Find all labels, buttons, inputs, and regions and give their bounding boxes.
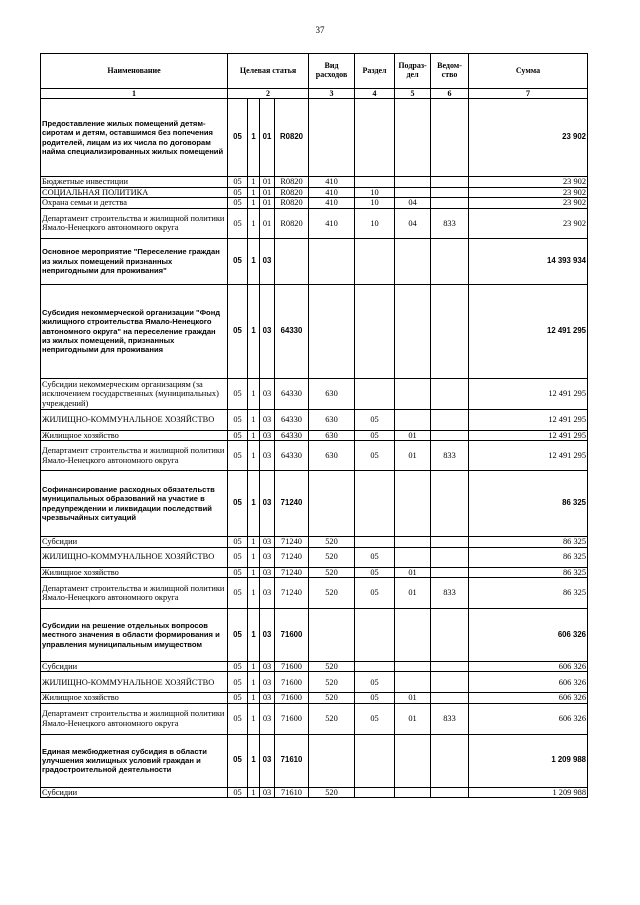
department-cell (431, 693, 469, 703)
column-number: 4 (355, 89, 395, 99)
expense-type-cell (309, 284, 355, 378)
target-article-part-1: 05 (228, 703, 248, 734)
subsection-cell (395, 547, 431, 567)
target-article-part-1: 05 (228, 609, 248, 662)
budget-table (40, 53, 588, 798)
row-name: Софинансирование расходных обязательств муниципальных образований на участие в предупреждении и ликвидации последствий чрезвычайных ситуаций (41, 471, 228, 537)
target-article-part-1: 05 (228, 198, 248, 208)
target-article-part-1: 05 (228, 734, 248, 787)
target-article-part-1: 05 (228, 430, 248, 440)
row-name: Жилищное хозяйство (41, 567, 228, 577)
target-article-part-3: 03 (260, 284, 275, 378)
table-row (41, 238, 588, 284)
target-article-part-2: 1 (248, 547, 260, 567)
column-number: 2 (228, 89, 309, 99)
target-article-part-1: 05 (228, 177, 248, 188)
amount-cell: 606 326 (469, 662, 588, 672)
target-article-part-4: 71610 (275, 787, 309, 797)
target-article-part-1: 05 (228, 471, 248, 537)
subsection-cell (395, 471, 431, 537)
target-article-part-1: 05 (228, 567, 248, 577)
target-article-part-3: 03 (260, 703, 275, 734)
subsection-cell (395, 734, 431, 787)
department-cell (431, 188, 469, 198)
amount-cell: 12 491 295 (469, 378, 588, 409)
expense-type-cell (309, 609, 355, 662)
target-article-part-1: 05 (228, 672, 248, 693)
section-cell: 05 (355, 409, 395, 430)
target-article-part-3: 03 (260, 471, 275, 537)
table-row (41, 662, 588, 672)
target-article-part-2: 1 (248, 99, 260, 177)
table-row (41, 441, 588, 471)
amount-cell: 606 326 (469, 609, 588, 662)
target-article-part-1: 05 (228, 578, 248, 609)
expense-type-cell (309, 471, 355, 537)
row-name: Единая межбюджетная субсидия в области улучшения жилищных условий граждан и градостроительной деятельности (41, 734, 228, 787)
amount-cell: 86 325 (469, 578, 588, 609)
department-cell (431, 198, 469, 208)
target-article-part-3: 03 (260, 609, 275, 662)
target-article-part-4: 71600 (275, 672, 309, 693)
row-name: Субсидия некоммерческой организации "Фонд жилищного строительства Ямало-Ненецкого автономного округа" на переселение граждан из жилых помещений, признанных непригодными для проживания (41, 284, 228, 378)
table-header-row (41, 54, 588, 89)
row-name: Предоставление жилых помещений детям-сиротам и детям, оставшимся без попечения родителей, лицам из их числа по договорам найма специализированных жилых помещений (41, 99, 228, 177)
subsection-cell (395, 188, 431, 198)
section-cell (355, 471, 395, 537)
target-article-part-4 (275, 238, 309, 284)
department-cell (431, 99, 469, 177)
column-number: 6 (431, 89, 469, 99)
table-row (41, 734, 588, 787)
table-row (41, 703, 588, 734)
target-article-part-3: 03 (260, 672, 275, 693)
expense-type-cell: 630 (309, 409, 355, 430)
amount-cell: 1 209 988 (469, 734, 588, 787)
section-cell (355, 662, 395, 672)
amount-cell: 23 902 (469, 99, 588, 177)
table-row (41, 409, 588, 430)
department-cell (431, 609, 469, 662)
target-article-part-2: 1 (248, 441, 260, 471)
amount-cell: 12 491 295 (469, 409, 588, 430)
target-article-part-2: 1 (248, 188, 260, 198)
target-article-part-1: 05 (228, 378, 248, 409)
amount-cell: 12 491 295 (469, 430, 588, 440)
department-cell (431, 787, 469, 797)
amount-cell: 23 902 (469, 208, 588, 238)
target-article-part-4: 64330 (275, 378, 309, 409)
row-name: ЖИЛИЩНО-КОММУНАЛЬНОЕ ХОЗЯЙСТВО (41, 547, 228, 567)
department-cell: 833 (431, 208, 469, 238)
table-row (41, 208, 588, 238)
amount-cell: 86 325 (469, 471, 588, 537)
target-article-part-1: 05 (228, 547, 248, 567)
target-article-part-1: 05 (228, 662, 248, 672)
column-number-row (41, 89, 588, 99)
header-amount: Сумма (469, 54, 588, 89)
department-cell (431, 662, 469, 672)
amount-cell: 12 491 295 (469, 284, 588, 378)
target-article-part-1: 05 (228, 787, 248, 797)
page-number: 37 (315, 25, 325, 35)
row-name: Департамент строительства и жилищной политики Ямало-Ненецкого автономного округа (41, 208, 228, 238)
target-article-part-4: R0820 (275, 99, 309, 177)
row-name: Охрана семьи и детства (41, 198, 228, 208)
target-article-part-3: 03 (260, 578, 275, 609)
target-article-part-2: 1 (248, 734, 260, 787)
table-row (41, 609, 588, 662)
department-cell (431, 471, 469, 537)
department-cell: 833 (431, 578, 469, 609)
section-cell (355, 238, 395, 284)
target-article-part-3: 01 (260, 198, 275, 208)
row-name: Основное мероприятие "Переселение граждан из жилых помещений признанных непригодными для проживания" (41, 238, 228, 284)
row-name: Жилищное хозяйство (41, 693, 228, 703)
target-article-part-1: 05 (228, 208, 248, 238)
amount-cell: 606 326 (469, 703, 588, 734)
row-name: Субсидии (41, 662, 228, 672)
section-cell: 05 (355, 430, 395, 440)
expense-type-cell: 630 (309, 441, 355, 471)
target-article-part-4: 71600 (275, 693, 309, 703)
column-number: 1 (41, 89, 228, 99)
target-article-part-2: 1 (248, 177, 260, 188)
section-cell: 10 (355, 198, 395, 208)
target-article-part-2: 1 (248, 662, 260, 672)
subsection-cell (395, 378, 431, 409)
target-article-part-4: 71240 (275, 578, 309, 609)
target-article-part-2: 1 (248, 693, 260, 703)
amount-cell: 1 209 988 (469, 787, 588, 797)
target-article-part-1: 05 (228, 284, 248, 378)
section-cell (355, 537, 395, 547)
section-cell: 05 (355, 441, 395, 471)
target-article-part-2: 1 (248, 208, 260, 238)
target-article-part-4: 71610 (275, 734, 309, 787)
target-article-part-1: 05 (228, 693, 248, 703)
target-article-part-2: 1 (248, 787, 260, 797)
target-article-part-3: 01 (260, 188, 275, 198)
table-row (41, 547, 588, 567)
target-article-part-3: 03 (260, 238, 275, 284)
header-name: Наименование (41, 54, 228, 89)
target-article-part-1: 05 (228, 188, 248, 198)
target-article-part-3: 03 (260, 441, 275, 471)
subsection-cell (395, 238, 431, 284)
subsection-cell (395, 609, 431, 662)
section-cell: 05 (355, 567, 395, 577)
department-cell: 833 (431, 441, 469, 471)
target-article-part-3: 03 (260, 662, 275, 672)
department-cell (431, 734, 469, 787)
section-cell (355, 734, 395, 787)
expense-type-cell: 520 (309, 703, 355, 734)
subsection-cell: 01 (395, 578, 431, 609)
table-row (41, 188, 588, 198)
column-number: 7 (469, 89, 588, 99)
target-article-part-2: 1 (248, 471, 260, 537)
expense-type-cell: 520 (309, 693, 355, 703)
section-cell: 05 (355, 703, 395, 734)
table-row (41, 693, 588, 703)
target-article-part-3: 03 (260, 430, 275, 440)
row-name: Бюджетные инвестиции (41, 177, 228, 188)
target-article-part-4: R0820 (275, 208, 309, 238)
target-article-part-2: 1 (248, 198, 260, 208)
target-article-part-2: 1 (248, 703, 260, 734)
subsection-cell (395, 99, 431, 177)
department-cell: 833 (431, 703, 469, 734)
target-article-part-2: 1 (248, 672, 260, 693)
expense-type-cell (309, 734, 355, 787)
amount-cell: 23 902 (469, 198, 588, 208)
header-target-article: Целевая статья (228, 54, 309, 89)
row-name: Департамент строительства и жилищной политики Ямало-Ненецкого автономного округа (41, 703, 228, 734)
target-article-part-3: 01 (260, 99, 275, 177)
subsection-cell: 01 (395, 441, 431, 471)
subsection-cell: 01 (395, 567, 431, 577)
target-article-part-4: R0820 (275, 198, 309, 208)
target-article-part-1: 05 (228, 537, 248, 547)
target-article-part-4: 71600 (275, 662, 309, 672)
target-article-part-2: 1 (248, 567, 260, 577)
table-row (41, 430, 588, 440)
expense-type-cell: 520 (309, 547, 355, 567)
target-article-part-4: 71240 (275, 537, 309, 547)
expense-type-cell: 520 (309, 662, 355, 672)
amount-cell: 606 326 (469, 672, 588, 693)
subsection-cell (395, 409, 431, 430)
row-name: Субсидии на решение отдельных вопросов местного значения в области формирования и управления муниципальным имуществом (41, 609, 228, 662)
table-row (41, 471, 588, 537)
expense-type-cell: 520 (309, 567, 355, 577)
target-article-part-4: 71240 (275, 471, 309, 537)
table-row (41, 198, 588, 208)
section-cell (355, 99, 395, 177)
subsection-cell: 04 (395, 208, 431, 238)
table-row (41, 787, 588, 797)
target-article-part-3: 03 (260, 734, 275, 787)
target-article-part-2: 1 (248, 537, 260, 547)
target-article-part-1: 05 (228, 99, 248, 177)
target-article-part-1: 05 (228, 238, 248, 284)
expense-type-cell: 630 (309, 378, 355, 409)
target-article-part-4: 71240 (275, 567, 309, 577)
target-article-part-4: 71600 (275, 703, 309, 734)
column-number: 3 (309, 89, 355, 99)
target-article-part-3: 03 (260, 409, 275, 430)
section-cell (355, 787, 395, 797)
department-cell (431, 547, 469, 567)
expense-type-cell (309, 238, 355, 284)
expense-type-cell: 410 (309, 177, 355, 188)
table-row (41, 177, 588, 188)
target-article-part-3: 01 (260, 177, 275, 188)
row-name: Жилищное хозяйство (41, 430, 228, 440)
amount-cell: 86 325 (469, 547, 588, 567)
target-article-part-2: 1 (248, 378, 260, 409)
subsection-cell (395, 284, 431, 378)
row-name: Департамент строительства и жилищной политики Ямало-Ненецкого автономного округа (41, 441, 228, 471)
department-cell (431, 409, 469, 430)
expense-type-cell: 410 (309, 208, 355, 238)
target-article-part-3: 03 (260, 537, 275, 547)
subsection-cell (395, 787, 431, 797)
expense-type-cell: 410 (309, 198, 355, 208)
section-cell: 05 (355, 672, 395, 693)
target-article-part-2: 1 (248, 409, 260, 430)
header-section: Раздел (355, 54, 395, 89)
department-cell (431, 177, 469, 188)
target-article-part-1: 05 (228, 441, 248, 471)
target-article-part-1: 05 (228, 409, 248, 430)
target-article-part-4: 71600 (275, 609, 309, 662)
row-name: Субсидии (41, 787, 228, 797)
row-name: Субсидии некоммерческим организациям (за исключением государственных (муниципальных) учреждений) (41, 378, 228, 409)
subsection-cell: 01 (395, 430, 431, 440)
department-cell (431, 378, 469, 409)
target-article-part-3: 03 (260, 378, 275, 409)
target-article-part-4: 64330 (275, 284, 309, 378)
target-article-part-4: R0820 (275, 177, 309, 188)
department-cell (431, 672, 469, 693)
section-cell (355, 609, 395, 662)
subsection-cell (395, 672, 431, 693)
target-article-part-3: 03 (260, 567, 275, 577)
table-row (41, 672, 588, 693)
target-article-part-4: 71240 (275, 547, 309, 567)
target-article-part-4: 64330 (275, 430, 309, 440)
subsection-cell: 04 (395, 198, 431, 208)
row-name: СОЦИАЛЬНАЯ ПОЛИТИКА (41, 188, 228, 198)
header-expense-type: Вид расходов (309, 54, 355, 89)
target-article-part-2: 1 (248, 609, 260, 662)
department-cell (431, 567, 469, 577)
amount-cell: 86 325 (469, 537, 588, 547)
target-article-part-2: 1 (248, 430, 260, 440)
subsection-cell: 01 (395, 703, 431, 734)
subsection-cell (395, 662, 431, 672)
column-number: 5 (395, 89, 431, 99)
expense-type-cell: 410 (309, 188, 355, 198)
row-name: Департамент строительства и жилищной политики Ямало-Ненецкого автономного округа (41, 578, 228, 609)
department-cell (431, 284, 469, 378)
table-row (41, 537, 588, 547)
section-cell (355, 284, 395, 378)
expense-type-cell: 520 (309, 537, 355, 547)
subsection-cell (395, 537, 431, 547)
amount-cell: 606 326 (469, 693, 588, 703)
section-cell: 10 (355, 188, 395, 198)
department-cell (431, 430, 469, 440)
section-cell: 05 (355, 693, 395, 703)
section-cell (355, 177, 395, 188)
target-article-part-3: 03 (260, 693, 275, 703)
section-cell: 10 (355, 208, 395, 238)
header-department: Ведом-ство (431, 54, 469, 89)
target-article-part-2: 1 (248, 238, 260, 284)
section-cell (355, 378, 395, 409)
target-article-part-4: 64330 (275, 441, 309, 471)
target-article-part-3: 03 (260, 787, 275, 797)
department-cell (431, 238, 469, 284)
row-name: ЖИЛИЩНО-КОММУНАЛЬНОЕ ХОЗЯЙСТВО (41, 409, 228, 430)
header-subsection: Подраз-дел (395, 54, 431, 89)
section-cell: 05 (355, 547, 395, 567)
amount-cell: 23 902 (469, 188, 588, 198)
target-article-part-2: 1 (248, 578, 260, 609)
amount-cell: 23 902 (469, 177, 588, 188)
table-row (41, 578, 588, 609)
amount-cell: 12 491 295 (469, 441, 588, 471)
department-cell (431, 537, 469, 547)
row-name: ЖИЛИЩНО-КОММУНАЛЬНОЕ ХОЗЯЙСТВО (41, 672, 228, 693)
table-row (41, 378, 588, 409)
table-row (41, 284, 588, 378)
subsection-cell (395, 177, 431, 188)
section-cell: 05 (355, 578, 395, 609)
target-article-part-4: R0820 (275, 188, 309, 198)
expense-type-cell: 520 (309, 672, 355, 693)
table-row (41, 99, 588, 177)
row-name: Субсидии (41, 537, 228, 547)
expense-type-cell: 630 (309, 430, 355, 440)
target-article-part-3: 01 (260, 208, 275, 238)
table-row (41, 567, 588, 577)
target-article-part-3: 03 (260, 547, 275, 567)
expense-type-cell: 520 (309, 787, 355, 797)
expense-type-cell (309, 99, 355, 177)
target-article-part-2: 1 (248, 284, 260, 378)
amount-cell: 86 325 (469, 567, 588, 577)
subsection-cell: 01 (395, 693, 431, 703)
target-article-part-4: 64330 (275, 409, 309, 430)
expense-type-cell: 520 (309, 578, 355, 609)
amount-cell: 14 393 934 (469, 238, 588, 284)
